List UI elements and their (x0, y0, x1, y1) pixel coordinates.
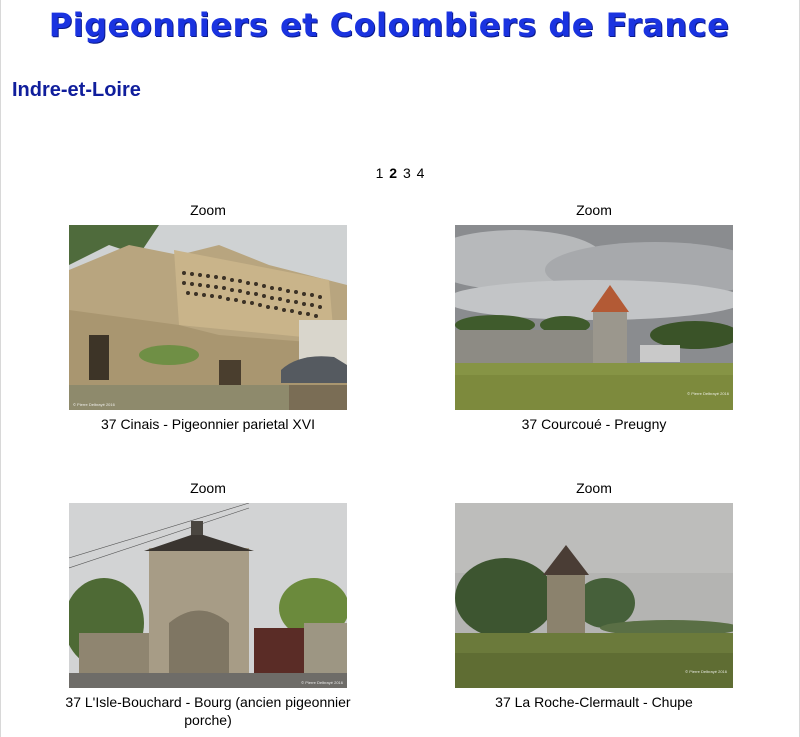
gallery-card (444, 479, 744, 711)
photo-caption: 37 L'Isle-Bouchard - Bourg (ancien pigeonnier porche) (65, 694, 351, 728)
gallery-card (444, 201, 744, 433)
page-link-1[interactable]: 1 (375, 165, 384, 181)
photo-caption: 37 La Roche-Clermault - Chupe (495, 694, 693, 710)
site-title: Pigeonniers et Colombiers de France (48, 6, 730, 44)
photo-watermark: © Pierre Delbrayé 2016 (301, 680, 343, 685)
region-title: Indre-et-Loire (12, 79, 141, 101)
photo-watermark: © Pierre Delbrayé 2016 (73, 402, 115, 407)
page-border-left (0, 0, 1, 737)
photo-watermark: © Pierre Delbrayé 2016 (685, 669, 727, 674)
photo-thumbnail[interactable] (455, 225, 733, 410)
photo-watermark: © Pierre Delbrayé 2016 (687, 391, 729, 396)
photo-caption: 37 Courcoué - Preugny (521, 416, 667, 432)
pagination (0, 165, 800, 181)
page-link-4[interactable]: 4 (416, 165, 425, 181)
zoom-link[interactable]: Zoom (190, 480, 226, 496)
gallery-card (58, 479, 358, 729)
photo-thumbnail[interactable] (69, 225, 347, 410)
zoom-link[interactable]: Zoom (576, 480, 612, 496)
page-link-3[interactable]: 3 (402, 165, 411, 181)
photo-caption: 37 Cinais - Pigeonnier parietal XVI (100, 416, 315, 432)
page-link-2-current: 2 (389, 165, 398, 181)
photo-thumbnail[interactable] (69, 503, 347, 688)
zoom-link[interactable]: Zoom (576, 202, 612, 218)
photo-thumbnail[interactable] (455, 503, 733, 688)
gallery-card (58, 201, 358, 433)
zoom-link[interactable]: Zoom (190, 202, 226, 218)
